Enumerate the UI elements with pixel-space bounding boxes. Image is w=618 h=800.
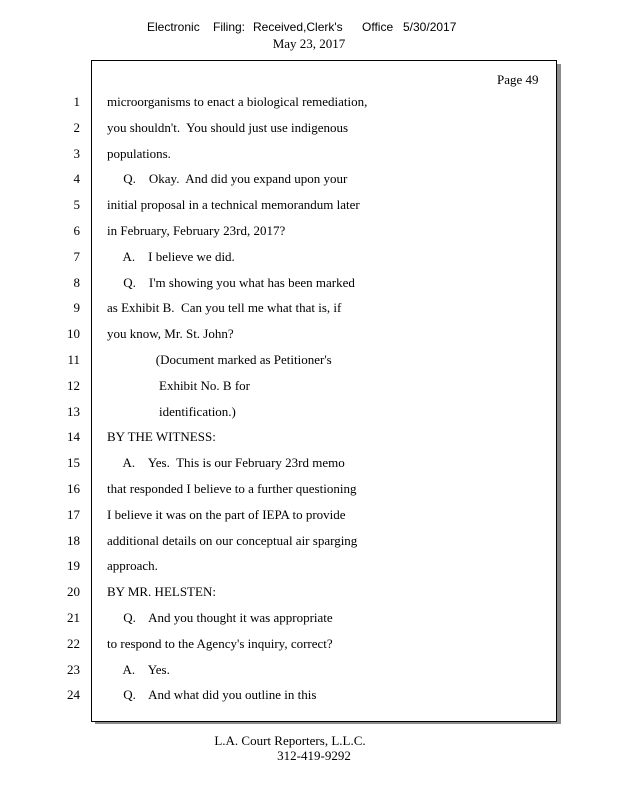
line-text: A. Yes. This is our February 23rd memo bbox=[107, 455, 345, 471]
line-number: 3 bbox=[73, 145, 80, 161]
line-text: A. I believe we did. bbox=[107, 248, 235, 264]
line-text: Exhibit No. B for bbox=[107, 377, 250, 393]
line-text: to respond to the Agency's inquiry, correct? bbox=[107, 635, 333, 651]
line-text: as Exhibit B. Can you tell me what that is, if bbox=[107, 300, 342, 316]
line-number: 16 bbox=[67, 480, 80, 496]
line-text: microorganisms to enact a biological remediation, bbox=[107, 94, 368, 109]
line-number: 12 bbox=[67, 377, 80, 393]
transcript-line bbox=[0, 347, 618, 373]
line-text: additional details on our conceptual air sparging bbox=[107, 532, 358, 548]
transcript-line bbox=[0, 579, 618, 605]
court-reporter-name: L.A. Court Reporters, L.L.C. bbox=[214, 733, 366, 748]
transcript-line bbox=[0, 553, 618, 579]
transcript-line bbox=[0, 424, 618, 450]
filing-stamp-office: Office bbox=[362, 20, 394, 34]
transcript-line bbox=[0, 244, 618, 270]
line-number: 9 bbox=[73, 300, 80, 316]
line-text: (Document marked as Petitioner's bbox=[107, 351, 332, 367]
deposition-date: May 23, 2017 bbox=[272, 36, 346, 51]
line-number: 5 bbox=[73, 197, 80, 213]
line-text: A. Yes. bbox=[107, 661, 170, 677]
page-number: Page 49 bbox=[497, 72, 539, 87]
electronic-filing-stamp bbox=[0, 20, 618, 36]
line-number: 21 bbox=[67, 609, 80, 625]
line-number: 11 bbox=[67, 351, 80, 367]
transcript-line bbox=[0, 321, 618, 347]
filing-stamp-date: 5/30/2017 bbox=[403, 20, 457, 34]
transcript-line bbox=[0, 115, 618, 141]
line-number: 17 bbox=[67, 506, 80, 522]
line-text: you shouldn't. You should just use indigenous bbox=[107, 119, 349, 135]
line-text: you know, Mr. St. John? bbox=[107, 326, 234, 342]
filing-stamp-electronic: Electronic bbox=[147, 20, 200, 34]
line-number: 8 bbox=[73, 274, 80, 290]
transcript-line bbox=[0, 631, 618, 657]
line-number: 24 bbox=[67, 687, 80, 703]
line-number: 18 bbox=[67, 532, 80, 548]
transcript-line bbox=[0, 373, 618, 399]
transcript-line bbox=[0, 166, 618, 192]
line-number: 15 bbox=[67, 455, 80, 471]
line-number: 2 bbox=[73, 119, 80, 135]
line-text: I believe it was on the part of IEPA to provide bbox=[107, 506, 346, 522]
transcript-line bbox=[0, 682, 618, 708]
transcript-line bbox=[0, 605, 618, 631]
line-number: 7 bbox=[73, 248, 80, 264]
line-number: 4 bbox=[73, 171, 80, 187]
transcript-line bbox=[0, 399, 618, 425]
filing-stamp-filing: Filing: bbox=[213, 20, 246, 34]
line-number: 19 bbox=[67, 558, 80, 574]
line-text: BY THE WITNESS: bbox=[107, 429, 216, 445]
filing-stamp-received: Received,Clerk's bbox=[253, 20, 343, 34]
line-text: Q. And you thought it was appropriate bbox=[107, 609, 333, 625]
transcript-line bbox=[0, 89, 618, 115]
line-text: initial proposal in a technical memorandum later bbox=[107, 197, 360, 213]
line-text: identification.) bbox=[107, 403, 236, 419]
line-number: 6 bbox=[73, 222, 80, 238]
transcript-lines bbox=[0, 89, 618, 708]
line-number: 14 bbox=[67, 429, 80, 445]
line-text: that responded I believe to a further questioning bbox=[107, 480, 357, 496]
line-number: 23 bbox=[67, 661, 80, 677]
transcript-line bbox=[0, 476, 618, 502]
court-reporter-phone: 312-419-9292 bbox=[277, 748, 351, 763]
line-text: Q. And what did you outline in this bbox=[107, 687, 317, 703]
transcript-line bbox=[0, 192, 618, 218]
transcript-line bbox=[0, 270, 618, 296]
transcript-line bbox=[0, 450, 618, 476]
transcript-line bbox=[0, 502, 618, 528]
transcript-line bbox=[0, 218, 618, 244]
line-text: BY MR. HELSTEN: bbox=[107, 584, 216, 600]
line-text: in February, February 23rd, 2017? bbox=[107, 222, 286, 238]
line-text: populations. bbox=[107, 145, 171, 161]
line-number: 13 bbox=[67, 403, 80, 419]
transcript-line bbox=[0, 657, 618, 683]
line-number: 1 bbox=[73, 94, 80, 109]
transcript-line bbox=[0, 528, 618, 554]
transcript-line bbox=[0, 295, 618, 321]
line-number: 10 bbox=[67, 326, 80, 342]
transcript-line bbox=[0, 141, 618, 167]
line-text: Q. Okay. And did you expand upon your bbox=[107, 171, 348, 187]
line-number: 20 bbox=[67, 584, 80, 600]
line-text: Q. I'm showing you what has been marked bbox=[107, 274, 355, 290]
line-text: approach. bbox=[107, 558, 158, 574]
line-number: 22 bbox=[67, 635, 80, 651]
